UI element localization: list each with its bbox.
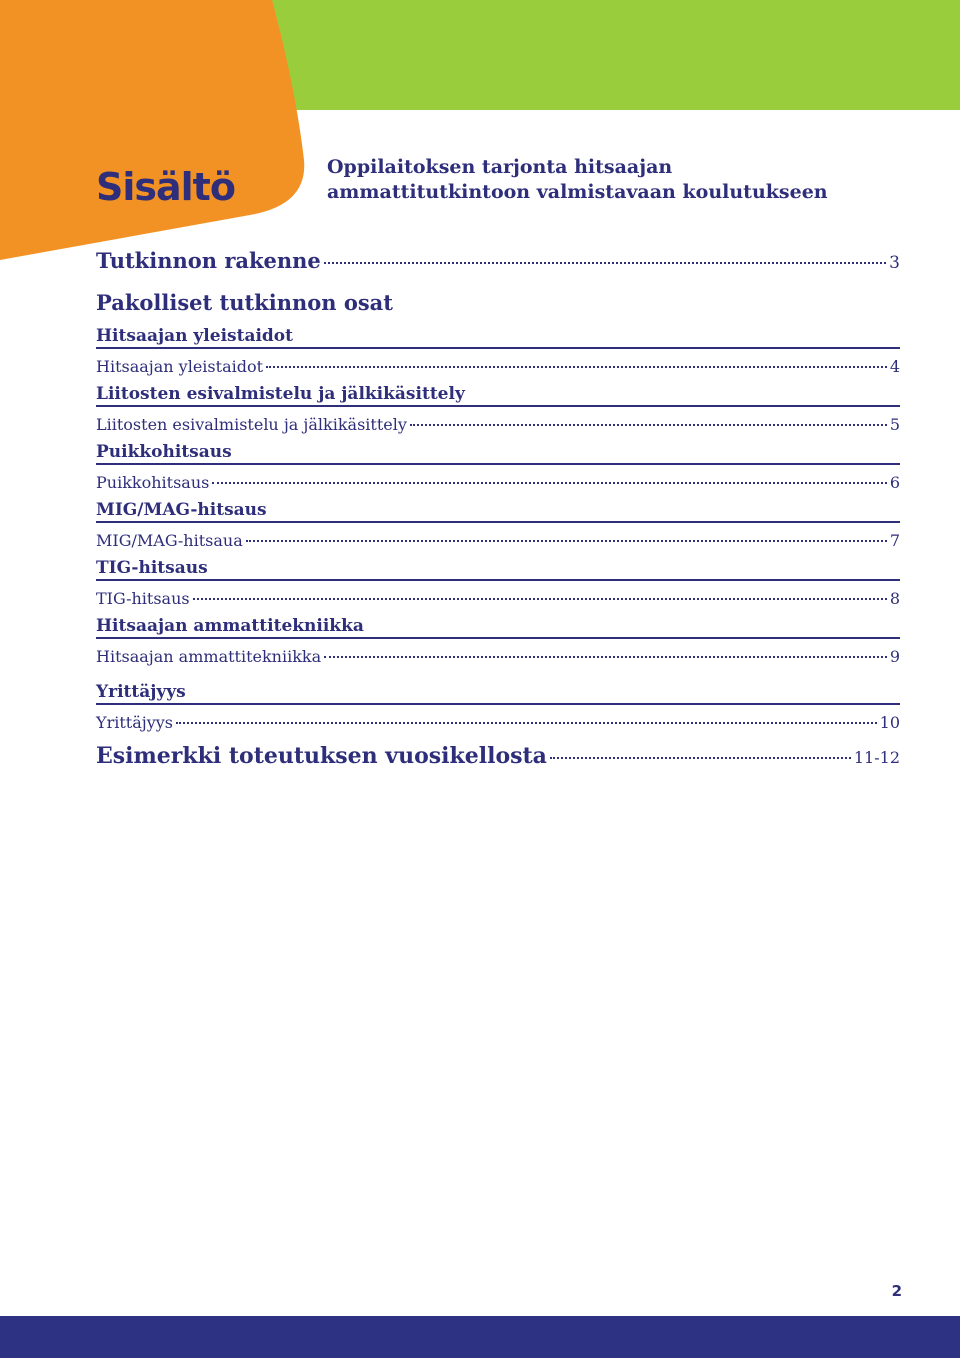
toc-page-number: 4	[889, 357, 900, 376]
page-title: Sisältö	[96, 165, 235, 209]
toc-page-number: 8	[889, 589, 900, 608]
page-number: 2	[891, 1282, 902, 1300]
toc-entry-label: Liitosten esivalmistelu ja jälkikäsittely	[96, 415, 407, 434]
dot-leader	[550, 757, 851, 759]
toc-entry[interactable]	[96, 473, 900, 499]
toc-page-number: 9	[889, 647, 900, 666]
toc-category: Hitsaajan yleistaidot	[96, 325, 900, 349]
toc-heading-mandatory: Pakolliset tutkinnon osat	[96, 290, 393, 315]
toc-page-number: 3	[889, 253, 900, 273]
toc-entry-example[interactable]	[96, 743, 900, 769]
dot-leader	[266, 366, 887, 368]
toc-page-number: 6	[889, 473, 900, 492]
toc-entry-label: Hitsaajan yleistaidot	[96, 357, 264, 376]
dot-leader	[193, 598, 887, 600]
toc-entry-label: Hitsaajan ammattitekniikka	[96, 647, 322, 666]
toc-entry-label: Puikkohitsaus	[96, 473, 210, 492]
subtitle-line-1: Oppilaitoksen tarjonta hitsaajan	[327, 156, 673, 178]
toc-page-number: 7	[889, 531, 900, 550]
dot-leader	[212, 482, 886, 484]
table-of-contents	[96, 248, 900, 769]
toc-entry-label: TIG-hitsaus	[96, 589, 190, 608]
dot-leader	[324, 656, 887, 658]
toc-category: Hitsaajan ammattitekniikka	[96, 615, 900, 639]
toc-entry[interactable]	[96, 713, 900, 739]
toc-entry[interactable]	[96, 589, 900, 615]
toc-category: TIG-hitsaus	[96, 557, 900, 581]
toc-entry-label: MIG/MAG-hitsaua	[96, 531, 243, 550]
toc-entry[interactable]	[96, 415, 900, 441]
toc-category: MIG/MAG-hitsaus	[96, 499, 900, 523]
toc-page-number: 11-12	[853, 748, 900, 767]
page-subtitle	[327, 155, 927, 205]
toc-entry-label: Tutkinnon rakenne	[96, 248, 321, 273]
toc-entry[interactable]	[96, 531, 900, 557]
toc-page-number: 5	[889, 415, 900, 434]
dot-leader	[324, 262, 886, 264]
toc-page-number: 10	[879, 713, 900, 732]
dot-leader	[410, 424, 887, 426]
subtitle-line-2: ammattitutkintoon valmistavaan koulutukseen	[327, 181, 828, 203]
toc-category: Yrittäjyys	[96, 681, 900, 705]
dot-leader	[176, 722, 877, 724]
toc-entry-structure[interactable]	[96, 248, 900, 280]
toc-entry-label: Esimerkki toteutuksen vuosikellosta	[96, 743, 547, 769]
toc-entry-label: Yrittäjyys	[96, 713, 173, 732]
toc-entry[interactable]	[96, 647, 900, 673]
header-orange-shape	[0, 0, 320, 260]
toc-category: Liitosten esivalmistelu ja jälkikäsittely	[96, 383, 900, 407]
dot-leader	[246, 540, 887, 542]
toc-entry[interactable]	[96, 357, 900, 383]
toc-category: Puikkohitsaus	[96, 441, 900, 465]
footer-navy-band	[0, 1316, 960, 1358]
